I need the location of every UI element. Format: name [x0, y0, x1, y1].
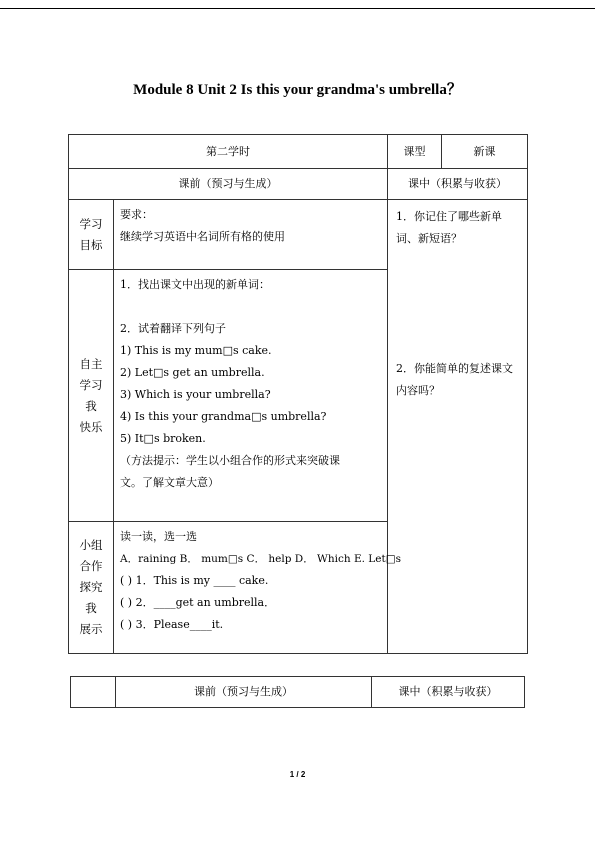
page-title: Module 8 Unit 2 Is this your grandma's umbrella？: [133, 82, 462, 98]
in-class-column: 1．你记住了哪些新单 词、新短语？ 2．你能简单的复述课文 内容吗？: [387, 199, 528, 654]
type-label-cell: 课型: [387, 134, 442, 169]
type-value-cell: 新课: [441, 134, 528, 169]
in-class-header: 课中（积累与收获）: [387, 168, 528, 200]
group-label-cell: 小组 合作 探究 我 展示: [68, 521, 114, 654]
self-study-content-cell: 1．找出课文中出现的新单词： 2．试着翻译下列句子 1) This is my mum□s cake. 2) Let□s get an umbrella. 3) Which is your umbrella? 4) Is this your grandma□s umbrella? 5) It□s broken. （方法提示：学生以小组合作的形式来突破课 文。了解文章大意）: [113, 269, 388, 522]
self-study-label-cell: 自主 学习 我 快乐: [68, 269, 114, 522]
goal-content-cell: 要求： 继续学习英语中名词所有格的使用: [113, 199, 388, 270]
second-table-blank-cell: [70, 676, 116, 708]
second-table-before-class: 课前（预习与生成）: [115, 676, 372, 708]
group-content-cell: 读一读，选一选 A．raining B． mum□s C． help D． Which E. Let□s ( ) 1．This is my ____ cake. ( ) 2．____get an umbrella． ( ) 3．Please____it.: [113, 521, 388, 654]
page-number: 1 / 2: [289, 770, 306, 779]
lesson-cell: 第二学时: [68, 134, 388, 169]
top-rule: [0, 8, 595, 9]
goal-label-cell: 学习 目标: [68, 199, 114, 270]
second-table-in-class: 课中（积累与收获）: [371, 676, 525, 708]
before-class-header: 课前（预习与生成）: [68, 168, 388, 200]
retell-question: 2．你能简单的复述课文 内容吗？: [396, 362, 513, 397]
